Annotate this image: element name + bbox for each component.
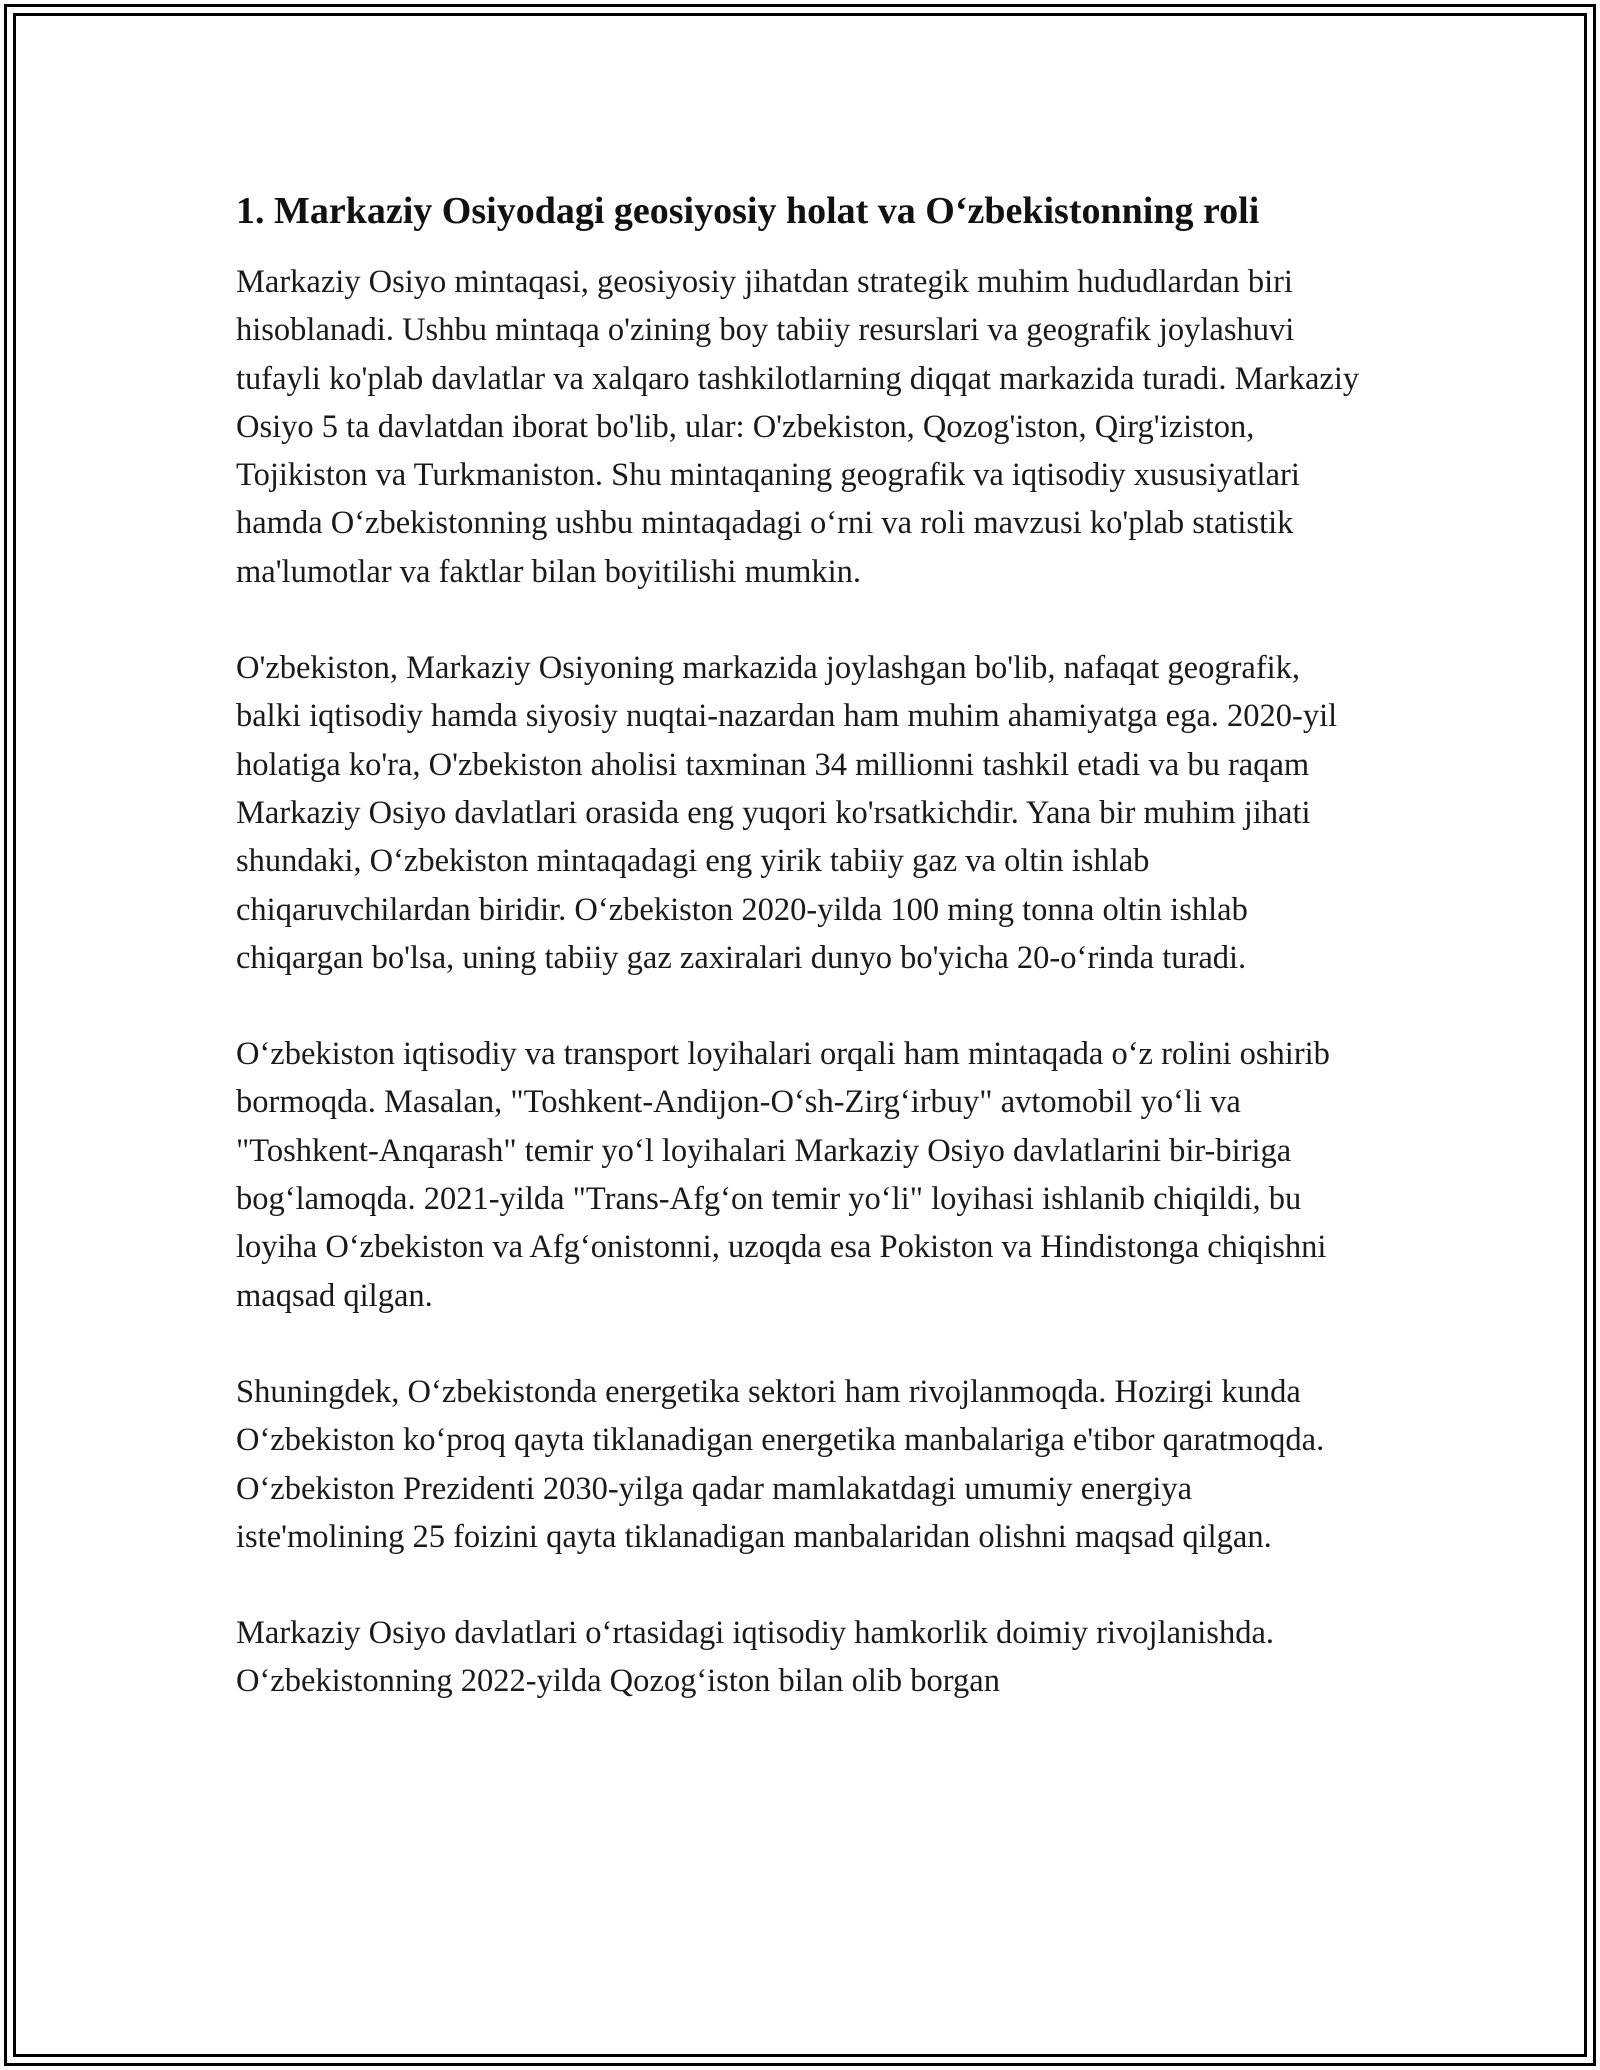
paragraph-transport-projects: O‘zbekiston iqtisodiy va transport loyihalari orqali ham mintaqada o‘z rolini oshirib bormoqda. Masalan, "Toshkent-Andijon-O‘sh-Zirg‘irbuy" avtomobil yo‘li va "Toshkent-Anqarash" temir yo‘l loyihalari Markaziy Osiyo davlatlarini bir-biriga bog‘lamoqda. 2021-yilda "Trans-Afg‘on temir yo‘li" loyihasi ishlanib chiqildi, bu loyiha O‘zbekiston va Afg‘onistonni, uzoqda esa Pokiston va Hindistonga chiqishni maqsad qilgan.	[236, 1036, 1330, 1314]
document-body	[236, 186, 1366, 1754]
paragraph-energy-sector: Shuningdek, O‘zbekistonda energetika sektori ham rivojlanmoqda. Hozirgi kunda O‘zbekiston ko‘proq qayta tiklanadigan energetika manbalariga e'tibor qaratmoqda. O‘zbekiston Prezidenti 2030-yilga qadar mamlakatdagi umumiy energiya iste'molining 25 foizini qayta tiklanadigan manbalaridan olishni maqsad qilgan.	[236, 1373, 1325, 1555]
paragraph-economic-cooperation: Markaziy Osiyo davlatlari o‘rtasidagi iqtisodiy hamkorlik doimiy rivojlanishda. O‘zbekistonning 2022-yilda Qozog‘iston bilan olib borgan	[236, 1615, 1275, 1700]
section-title: 1. Markaziy Osiyodagi geosiyosiy holat va O‘zbekistonning roli	[236, 190, 1260, 232]
paragraph-intro: Markaziy Osiyo mintaqasi, geosiyosiy jihatdan strategik muhim hududlardan biri hisoblanadi. Ushbu mintaqa o'zining boy tabiiy resurslari va geografik joylashuvi tufayli ko'plab davlatlar va xalqaro tashkilotlarning diqqat markazida turadi. Markaziy Osiyo 5 ta davlatdan iborat bo'lib, ular: O'zbekiston, Qozog'iston, Qirg'iziston, Tojikiston va Turkmaniston. Shu mintaqaning geografik va iqtisodiy xususiyatlari hamda O‘zbekistonning ushbu mintaqadagi o‘rni va roli mavzusi ko'plab statistik ma'lumotlar va faktlar bilan boyitilishi mumkin.	[236, 264, 1360, 590]
paragraph-uzbekistan-overview: O'zbekiston, Markaziy Osiyoning markazida joylashgan bo'lib, nafaqat geografik, balki iqtisodiy hamda siyosiy nuqtai-nazardan ham muhim ahamiyatga ega. 2020-yil holatiga ko'ra, O'zbekiston aholisi taxminan 34 millionni tashkil etadi va bu raqam Markaziy Osiyo davlatlari orasida eng yuqori ko'rsatkichdir. Yana bir muhim jihati shundaki, O‘zbekiston mintaqadagi eng yirik tabiiy gaz va oltin ishlab chiqaruvchilardan biridir. O‘zbekiston 2020-yilda 100 ming tonna oltin ishlab chiqargan bo'lsa, uning tabiiy gaz zaxiralari dunyo bo'yicha 20-o‘rinda turadi.	[236, 650, 1338, 976]
